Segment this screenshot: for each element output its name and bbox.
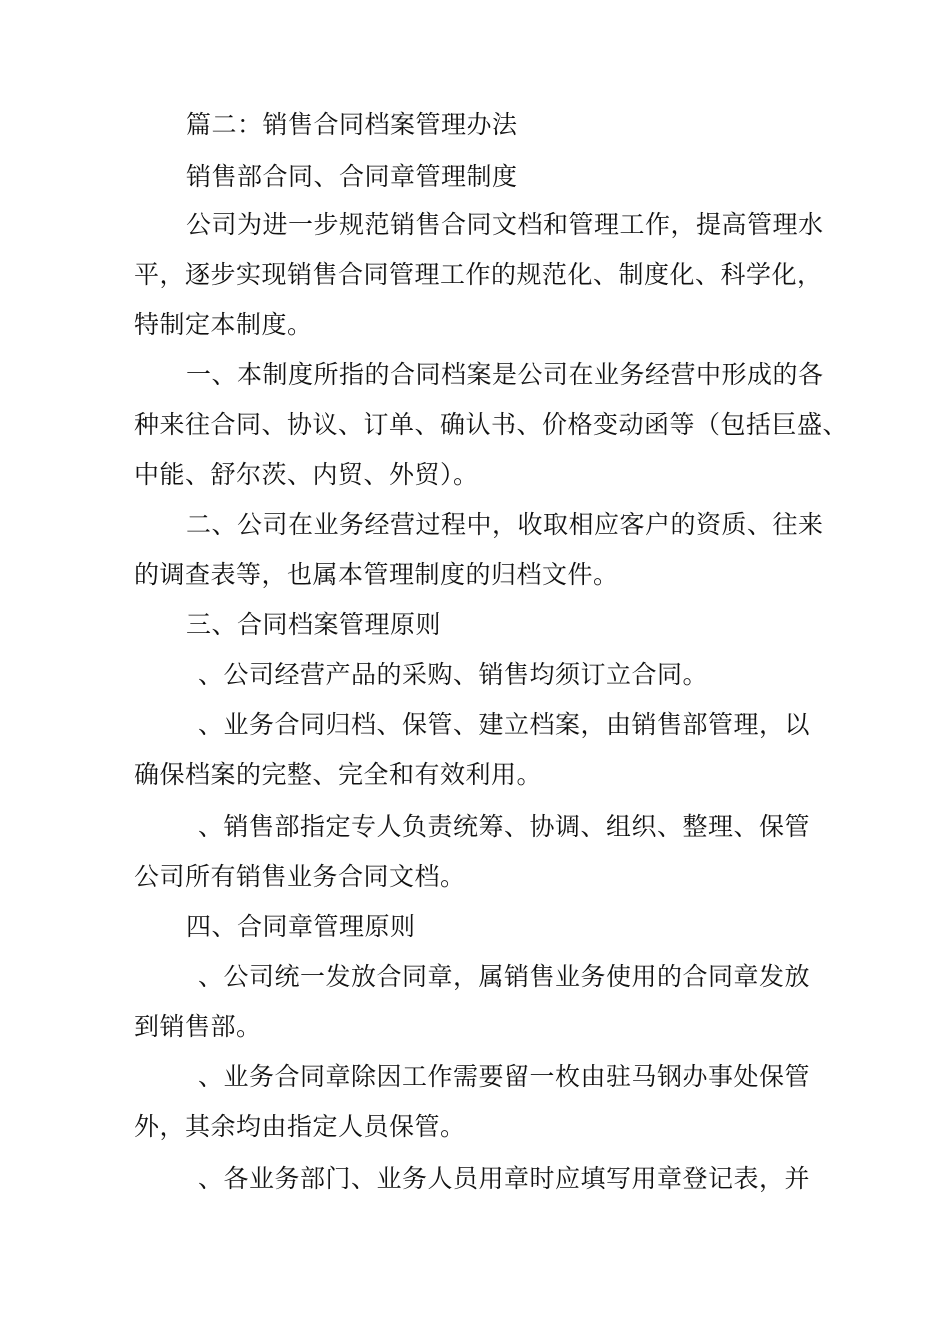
section-title: 篇二：销售合同档案管理办法 xyxy=(186,110,518,139)
list-item-line: 、销售部指定专人负责统筹、协调、组织、整理、保管 xyxy=(198,812,811,841)
subsection-heading: 三、合同档案管理原则 xyxy=(186,610,442,639)
paragraph-line: 一、本制度所指的合同档案是公司在业务经营中形成的各 xyxy=(186,360,824,389)
paragraph-line: 二、公司在业务经营过程中，收取相应客户的资质、往来 xyxy=(186,510,824,539)
list-item-line: 公司所有销售业务合同文档。 xyxy=(134,862,466,891)
list-item-line: 、公司经营产品的采购、销售均须订立合同。 xyxy=(198,660,709,689)
paragraph-line: 平，逐步实现销售合同管理工作的规范化、制度化、科学化， xyxy=(134,260,823,289)
paragraph-line: 种来往合同、协议、订单、确认书、价格变动函等（包括巨盛、 xyxy=(134,410,849,439)
paragraph-line: 的调查表等，也属本管理制度的归档文件。 xyxy=(134,560,619,589)
list-item-line: 、业务合同章除因工作需要留一枚由驻马钢办事处保管 xyxy=(198,1062,811,1091)
subsection-heading: 四、合同章管理原则 xyxy=(186,912,416,941)
list-item-line: 、各业务部门、业务人员用章时应填写用章登记表，并 xyxy=(198,1164,811,1193)
paragraph-line: 特制定本制度。 xyxy=(134,310,313,339)
list-item-line: 外，其余均由指定人员保管。 xyxy=(134,1112,466,1141)
list-item-line: 到销售部。 xyxy=(134,1012,262,1041)
list-item-line: 确保档案的完整、完全和有效利用。 xyxy=(134,760,543,789)
list-item-line: 、公司统一发放合同章，属销售业务使用的合同章发放 xyxy=(198,962,811,991)
paragraph-line: 中能、舒尔茨、内贸、外贸）。 xyxy=(134,460,479,489)
paragraph-line: 公司为进一步规范销售合同文档和管理工作，提高管理水 xyxy=(186,210,824,239)
document-heading: 销售部合同、合同章管理制度 xyxy=(186,162,518,191)
list-item-line: 、业务合同归档、保管、建立档案，由销售部管理，以 xyxy=(198,710,811,739)
